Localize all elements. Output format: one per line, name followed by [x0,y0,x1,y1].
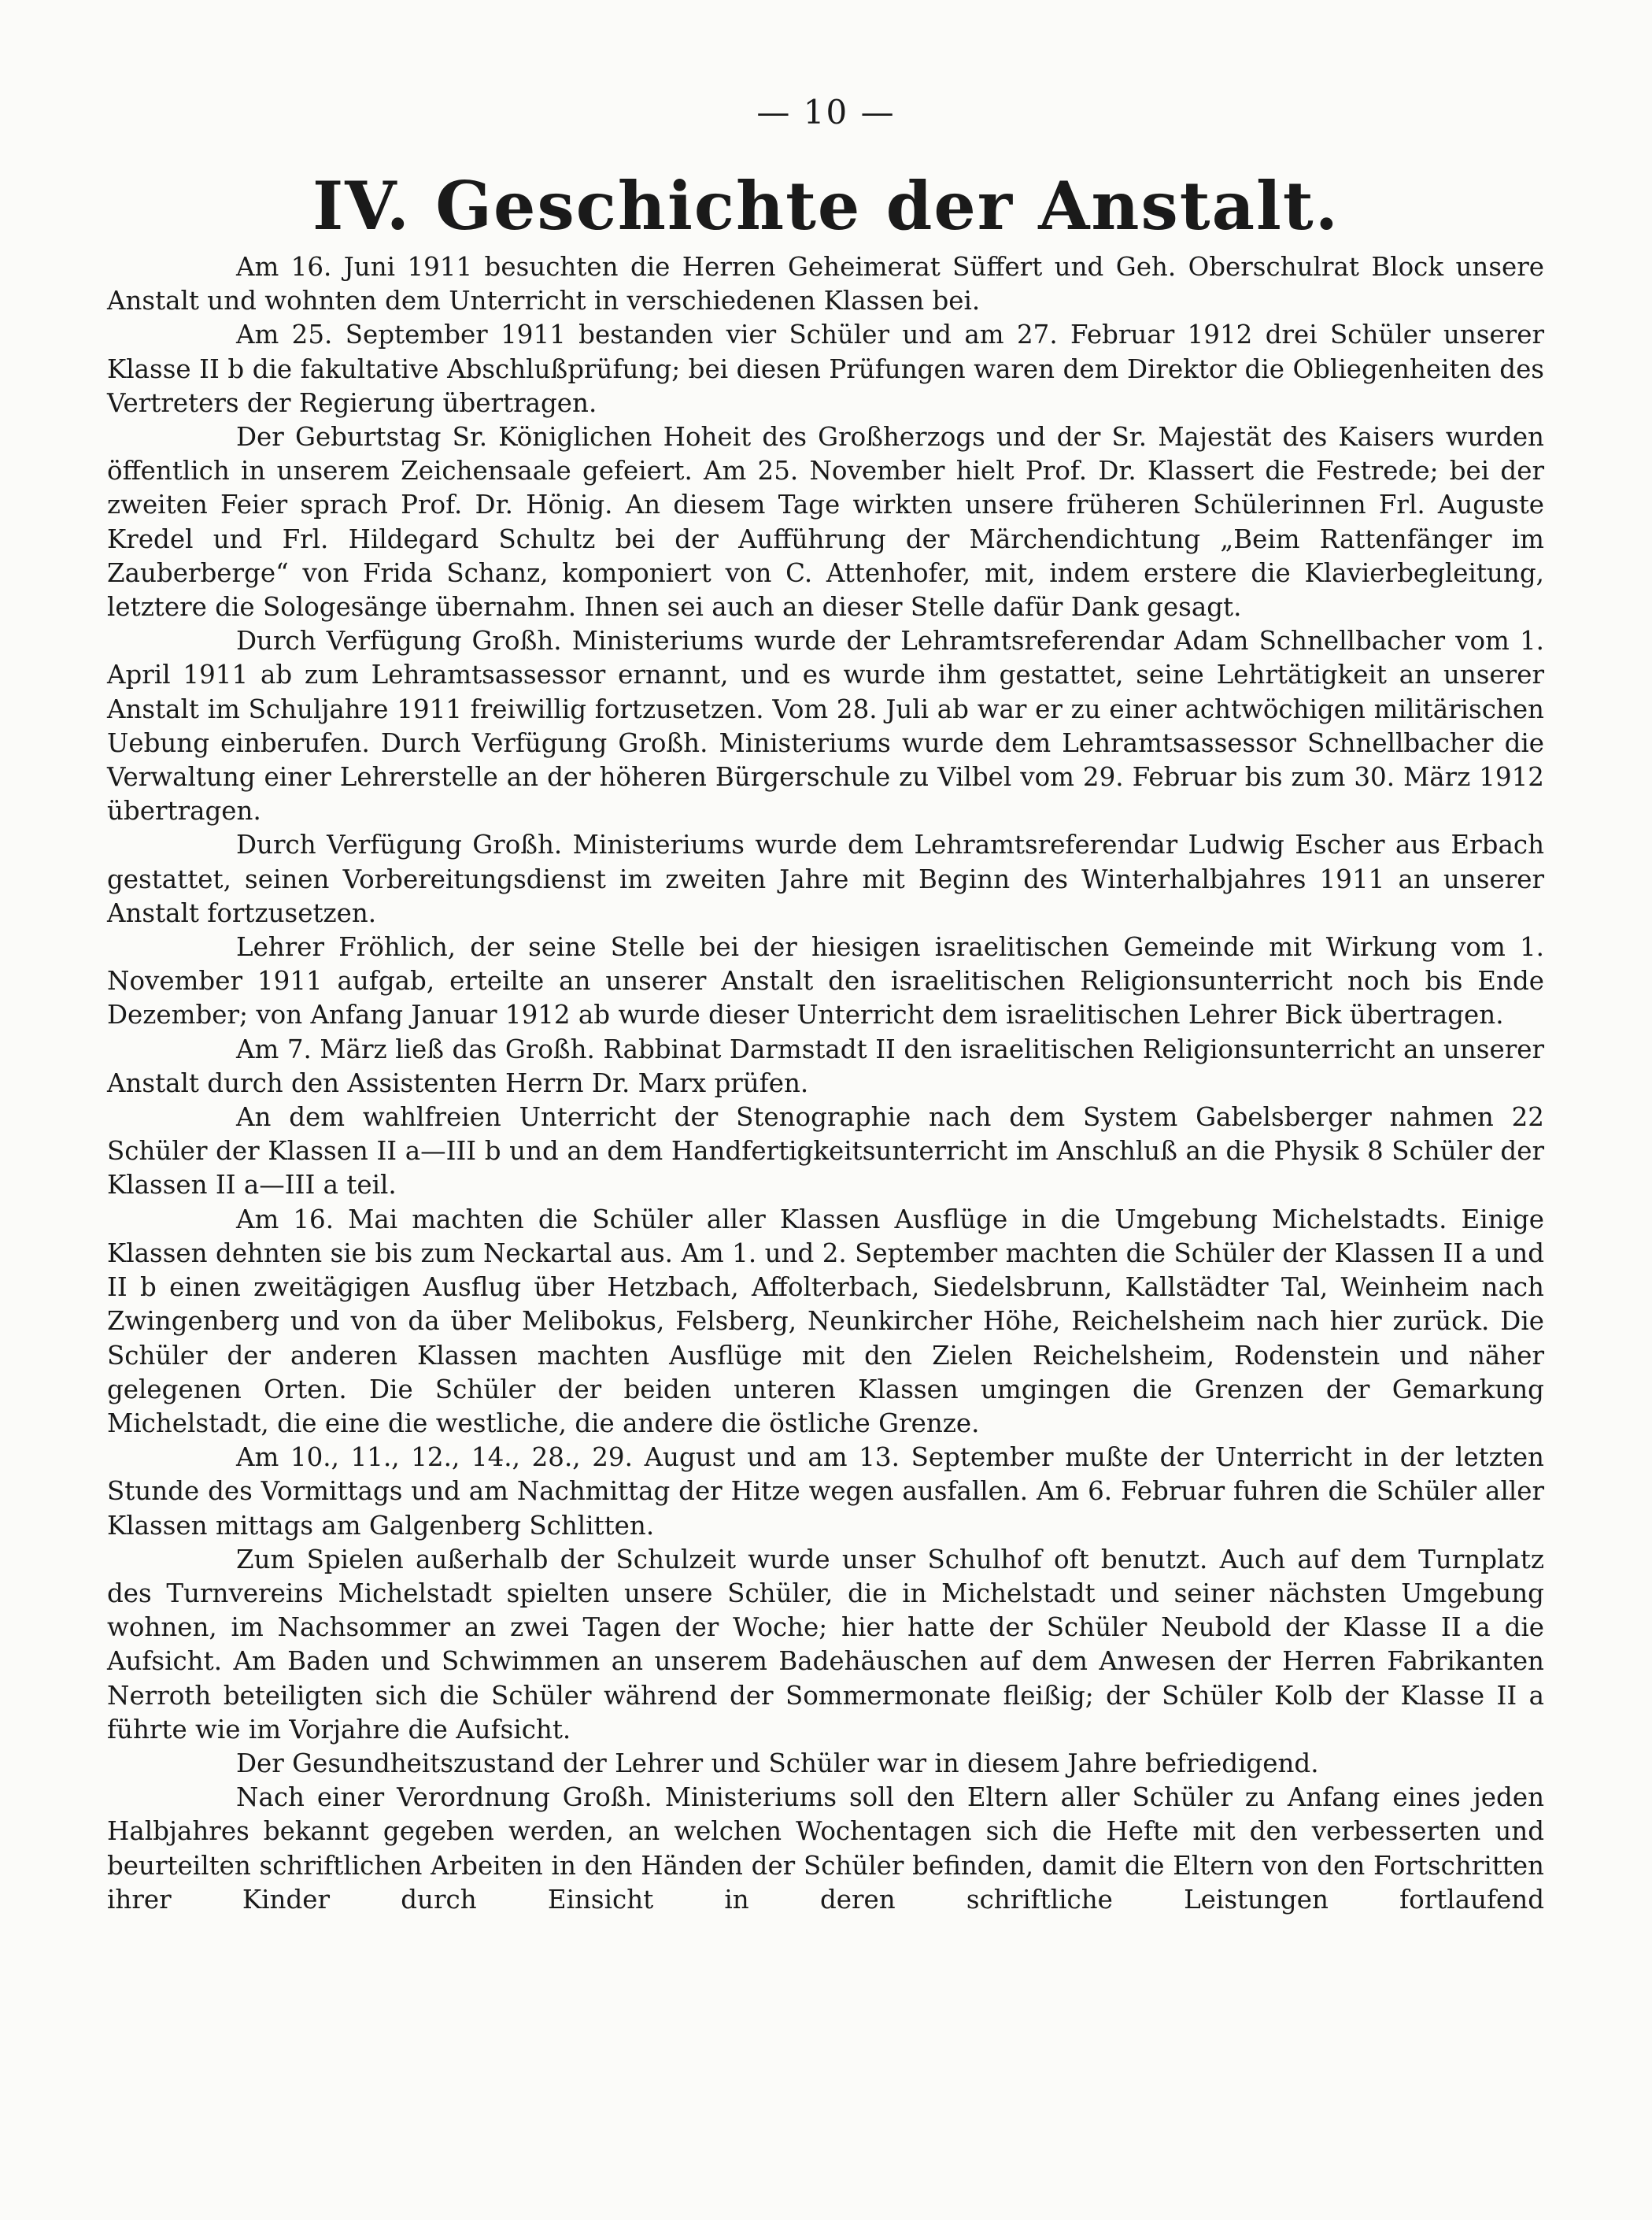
paragraph: Am 7. März ließ das Großh. Rabbinat Darmstadt II den israelitischen Religionsunterricht an unserer Anstalt durch den Assistenten Herrn Dr. Marx prüfen. [107,1034,1544,1098]
paragraph: Am 16. Mai machten die Schüler aller Klassen Ausflüge in die Umgebung Michelstadts. Einige Klassen dehnten sie bis zum Neckartal aus. Am 1. und 2. September machten die Schüler der Klassen II a und II b einen zweitägigen Ausflug über Hetzbach, Affolterbach, Siedelsbrunn, Kallstädter Tal, Weinheim nach Zwingenberg und von da über Melibokus, Felsberg, Neunkircher Höhe, Reichelsheim nach hier zurück. Die Schüler der anderen Klassen machten Ausflüge mit den Zielen Reichelsheim, Rodenstein und näher gelegenen Orten. Die Schüler der beiden unteren Klassen umgingen die Grenzen der Gemarkung Michelstadt, die eine die westliche, die andere die östliche Grenze. [107,1204,1544,1438]
paragraph: Am 10., 11., 12., 14., 28., 29. August und am 13. September mußte der Unterricht in der letzten Stunde des Vormittags und am Nachmittag der Hitze wegen ausfallen. Am 6. Februar fuhren die Schüler aller Klassen mittags am Galgenberg Schlitten. [107,1442,1544,1541]
body-text [107,250,1544,1917]
paragraph: Durch Verfügung Großh. Ministeriums wurde der Lehramtsreferendar Adam Schnellbacher vom 1. April 1911 ab zum Lehramtsassessor ernannt, und es wurde ihm gestattet, seine Lehrtätigkeit an unserer Anstalt im Schuljahre 1911 freiwillig fortzusetzen. Vom 28. Juli ab war er zu einer achtwöchigen militärischen Uebung einberufen. Durch Verfügung Großh. Ministeriums wurde dem Lehramtsassessor Schnellbacher die Verwaltung einer Lehrerstelle an der höheren Bürgerschule zu Vilbel vom 29. Februar bis zum 30. März 1912 übertragen. [107,626,1544,827]
paragraph: An dem wahlfreien Unterricht der Stenographie nach dem System Gabelsberger nahmen 22 Schüler der Klassen II a—III b und an dem Handfertigkeitsunterricht im Anschluß an die Physik 8 Schüler der Klassen II a—III a teil. [107,1102,1544,1201]
paragraph: Zum Spielen außerhalb der Schulzeit wurde unser Schulhof oft benutzt. Auch auf dem Turnplatz des Turnvereins Michelstadt spielten unsere Schüler, die in Michelstadt und seiner nächsten Umgebung wohnen, im Nachsommer an zwei Tagen der Woche; hier hatte der Schüler Neubold der Klasse II a die Aufsicht. Am Baden und Schwimmen an unserem Badehäuschen auf dem Anwesen der Herren Fabrikanten Nerroth beteiligten sich die Schüler während der Sommermonate fleißig; der Schüler Kolb der Klasse II a führte wie im Vorjahre die Aufsicht. [107,1544,1544,1745]
section-title: IV. Geschichte der Anstalt. [312,167,1340,245]
page-number: — 10 — [756,93,896,131]
paragraph: Am 16. Juni 1911 besuchten die Herren Geheimerat Süffert und Geh. Oberschulrat Block unsere Anstalt und wohnten dem Unterricht in verschiedenen Klassen bei. [107,252,1544,316]
paragraph: Durch Verfügung Großh. Ministeriums wurde dem Lehramtsreferendar Ludwig Escher aus Erbach gestattet, seinen Vorbereitungsdienst im zweiten Jahre mit Beginn des Winterhalbjahres 1911 an unserer Anstalt fortzusetzen. [107,830,1544,928]
paragraph: Der Geburtstag Sr. Königlichen Hoheit des Großherzogs und der Sr. Majestät des Kaisers wurden öffentlich in unserem Zeichensaale gefeiert. Am 25. November hielt Prof. Dr. Klassert die Festrede; bei der zweiten Feier sprach Prof. Dr. Hönig. An diesem Tage wirkten unsere früheren Schülerinnen Frl. Auguste Kredel und Frl. Hildegard Schultz bei der Aufführung der Märchendichtung „Beim Rattenfänger im Zauberberge“ von Frida Schanz, komponiert von C. Attenhofer, mit, indem erstere die Klavierbegleitung, letztere die Sologesänge übernahm. Ihnen sei auch an dieser Stelle dafür Dank gesagt. [107,422,1544,623]
paragraph: Am 25. September 1911 bestanden vier Schüler und am 27. Februar 1912 drei Schüler unserer Klasse II b die fakultative Abschlußprüfung; bei diesen Prüfungen waren dem Direktor die Obliegenheiten des Vertreters der Regierung übertragen. [107,320,1544,418]
paragraph: Nach einer Verordnung Großh. Ministeriums soll den Eltern aller Schüler zu Anfang eines jeden Halbjahres bekannt gegeben werden, an welchen Wochentagen sich die Hefte mit den verbesserten und beurteilten schriftlichen Arbeiten in den Händen der Schüler befinden, damit die Eltern von den Fortschritten ihrer Kinder durch Einsicht in deren schriftliche Leistungen fortlaufend [107,1782,1544,1915]
paragraph: Lehrer Fröhlich, der seine Stelle bei der hiesigen israelitischen Gemeinde mit Wirkung vom 1. November 1911 aufgab, erteilte an unserer Anstalt den israelitischen Religionsunterricht noch bis Ende Dezember; von Anfang Januar 1912 ab wurde dieser Unterricht dem israelitischen Lehrer Bick übertragen. [107,932,1544,1030]
paragraph: Der Gesundheitszustand der Lehrer und Schüler war in diesem Jahre befriedigend. [236,1748,1319,1778]
